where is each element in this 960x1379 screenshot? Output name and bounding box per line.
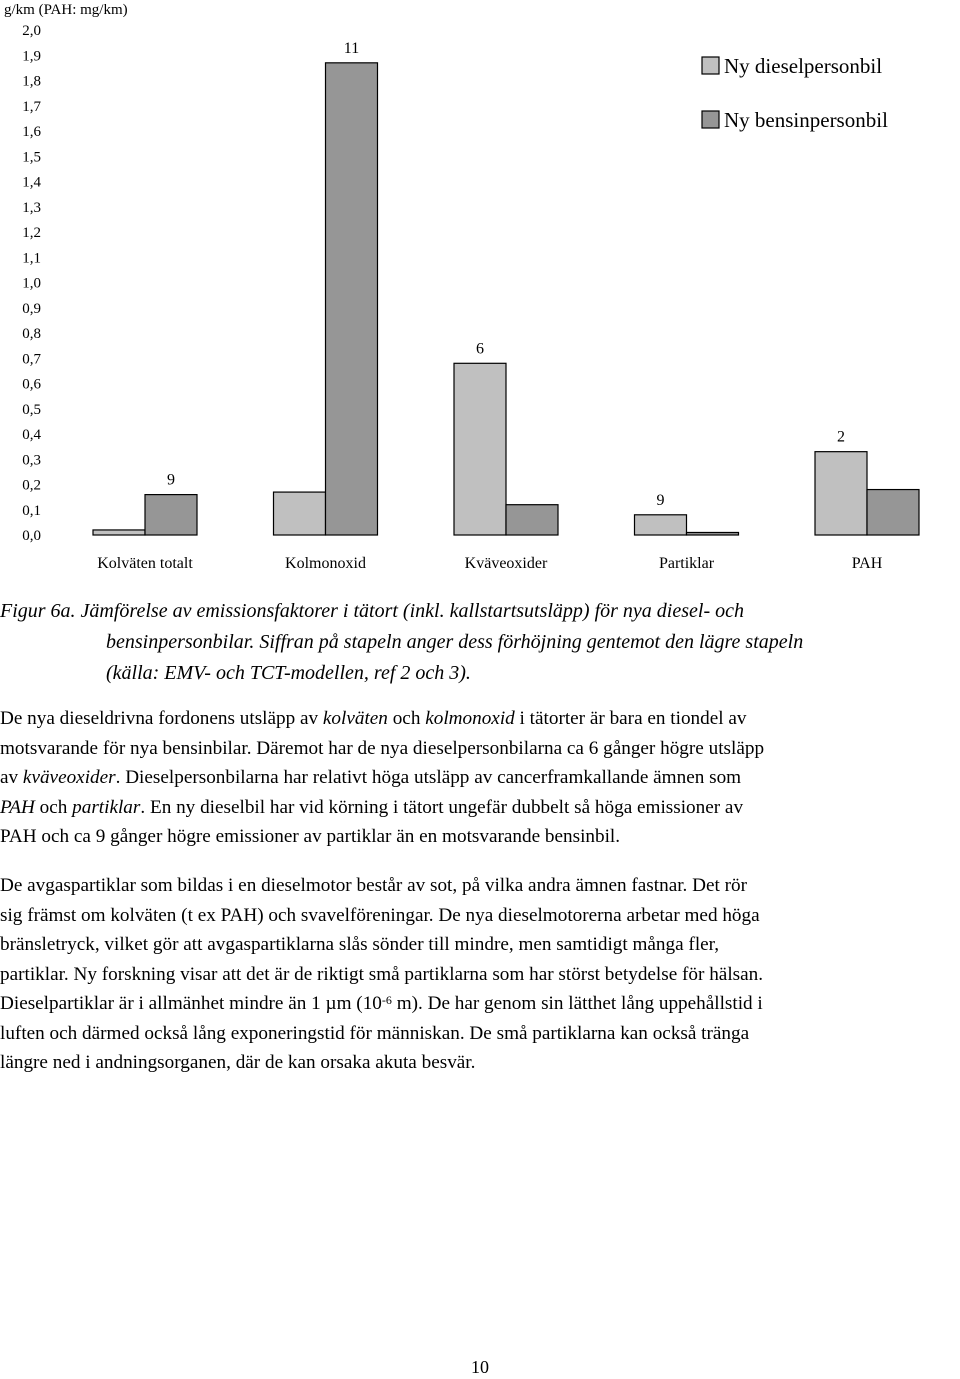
text: Dieselpartiklar är i allmänhet mindre än 1 µm (10: [0, 993, 382, 1014]
text: av: [0, 767, 23, 788]
p1-line-3: [0, 767, 741, 788]
bar: [815, 452, 867, 535]
bar-value-label: 6: [476, 340, 484, 358]
y-axis-title: g/km (PAH: mg/km): [4, 2, 128, 18]
text: och: [34, 796, 73, 818]
p2-line-5: [0, 993, 763, 1014]
text: De nya dieseldrivna fordonens utsläpp av: [0, 708, 323, 729]
p2-line-1: De avgaspartiklar som bildas i en dieselmotor består av sot, på vilka andra ämnen fastnar. Det rör: [0, 875, 748, 896]
y-axis-ticks: [22, 23, 41, 544]
x-tick-label: Kväveoxider: [464, 555, 548, 572]
p2-line-3: bränsletryck, vilket gör att avgaspartiklarna slås sönder till mindre, men samtidigt många fler,: [0, 934, 720, 955]
y-tick-label: 0,6: [22, 376, 41, 393]
x-tick-label: PAH: [851, 555, 883, 572]
bar: [454, 363, 506, 535]
italic-term: kolväten: [322, 708, 388, 729]
caption-line-2: bensinpersonbilar. Siffran på stapeln anger dess förhöjning gentemot den lägre stapeln: [106, 631, 804, 653]
superscript: -6: [381, 993, 392, 1007]
italic-term: kolmonoxid: [425, 708, 515, 729]
y-tick-label: 0,4: [22, 427, 41, 443]
bar: [145, 495, 197, 535]
paragraph-emissions: [0, 704, 958, 852]
y-tick-label: 0,2: [22, 477, 41, 494]
text: och: [387, 708, 426, 729]
p2-line-7: längre ned i andningsorganen, där de kan orsaka akuta besvär.: [0, 1052, 476, 1073]
bar: [506, 505, 558, 535]
bar: [867, 490, 919, 535]
y-tick-label: 0,5: [22, 401, 41, 418]
bar: [687, 532, 739, 535]
legend-label: Ny dieselpersonbil: [724, 54, 883, 78]
p1-line-2: motsvarande för nya bensinbilar. Däremot har de nya dieselpersonbilarna ca 6 gånger högre utsläpp: [0, 737, 765, 759]
y-tick-label: 1,7: [22, 98, 41, 115]
legend-swatch: [702, 111, 719, 128]
legend-swatch: [702, 57, 719, 74]
x-tick-label: Kolmonoxid: [285, 555, 366, 572]
p2-line-4: partiklar. Ny forskning visar att det är de riktigt små partiklarna som har störst betydelse för hälsan.: [0, 963, 764, 985]
y-tick-label: 1,5: [22, 149, 41, 166]
bar-value-label: 9: [656, 491, 665, 509]
p2-line-6: luften och därmed också lång exponeringstid för människan. De små partiklarna kan också tränga: [0, 1022, 750, 1044]
caption-line-3: (källa: EMV- och TCT-modellen, ref 2 och 3).: [106, 662, 471, 684]
bar: [635, 515, 687, 535]
p1-line-1: [0, 708, 747, 729]
page-number: 10: [471, 1357, 489, 1377]
bar: [274, 492, 326, 535]
y-tick-label: 0,7: [22, 351, 41, 368]
text: . En ny dieselbil har vid körning i tätort ungefär dubbelt så höga emissioner av: [140, 796, 744, 818]
x-tick-label: Partiklar: [658, 555, 715, 572]
legend-label: Ny bensinpersonbil: [724, 108, 888, 132]
bar-value-label: 9: [167, 471, 175, 489]
figure-caption: [0, 596, 950, 689]
text: i tätorter är bara en tiondel av: [514, 708, 747, 729]
bar-value-label: 11: [343, 39, 360, 57]
y-tick-label: 1,0: [22, 275, 41, 292]
text: . Dieselpersonbilarna har relativt höga utsläpp av cancerframkallande ämnen som: [115, 767, 742, 788]
y-tick-label: 1,9: [22, 48, 41, 65]
bar: [93, 530, 145, 535]
italic-term: kväveoxider: [22, 767, 116, 788]
text: m). De har genom sin lätthet lång uppehållstid i: [391, 993, 763, 1014]
emissions-bar-chart: [0, 0, 960, 590]
y-tick-label: 0,0: [22, 528, 41, 544]
italic-term: PAH: [0, 796, 35, 818]
y-tick-label: 1,8: [22, 73, 41, 90]
y-tick-label: 1,2: [22, 225, 41, 241]
y-tick-label: 1,3: [22, 199, 41, 216]
y-tick-label: 0,9: [22, 300, 41, 317]
y-tick-label: 1,6: [22, 124, 41, 140]
italic-term: partiklar: [72, 796, 141, 818]
y-tick-label: 2,0: [22, 23, 41, 39]
caption-line-1: Figur 6a. Jämförelse av emissionsfaktorer i tätort (inkl. kallstartsutsläpp) för nya diesel- och: [0, 600, 744, 622]
y-tick-label: 1,1: [22, 250, 41, 267]
x-tick-label: Kolväten totalt: [97, 555, 193, 572]
x-axis-labels: [97, 555, 882, 572]
p2-line-2: sig främst om kolväten (t ex PAH) och svavelföreningar. De nya dieselmotorerna arbetar med höga: [0, 904, 760, 926]
y-tick-label: 1,4: [22, 174, 41, 191]
paragraph-particles: [0, 871, 958, 1078]
bars: [93, 63, 919, 535]
p1-line-5: PAH och ca 9 gånger högre emissioner av partiklar än en motsvarande bensinbil.: [0, 826, 621, 847]
y-tick-label: 0,8: [22, 326, 41, 342]
y-tick-label: 0,1: [22, 502, 41, 519]
bar: [326, 63, 378, 535]
bar-value-label: 2: [837, 428, 845, 446]
y-tick-label: 0,3: [22, 452, 41, 469]
legend: [702, 54, 888, 132]
p1-line-4: [0, 797, 743, 818]
